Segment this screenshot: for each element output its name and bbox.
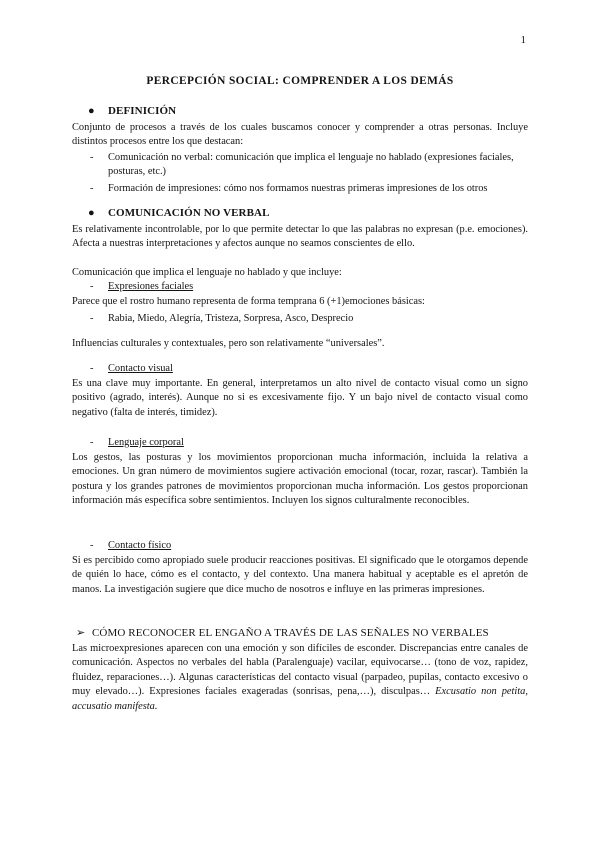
deception-text: Las microexpresiones aparecen con una emoción y son difíciles de esconder. Discrepancias entre canales de comunicación. Aspectos no verbales del habla (Paralenguaje) vacilar, equivocarse… (tono de voz, rapidez, fluidez, reparaciones…). Algunas características del contacto visual (parpadeo, pupilas, contacto excesivo o muy elevado…). Expresiones faciales exageradas (sonrisas, pena,…), disculpas… bbox=[72, 642, 528, 698]
definition-item-text: Comunicación no verbal: comunicación que implica el lenguaje no hablado (expresiones faciales, posturas, etc.) bbox=[108, 151, 514, 178]
bullet-icon: ● bbox=[88, 105, 95, 117]
faciales-note: Influencias culturales y contextuales, pero son relativamente “universales”. bbox=[72, 338, 385, 350]
subsection-label: Contacto visual bbox=[108, 363, 173, 374]
faciales-body: Parece que el rostro humano representa de forma temprana 6 (+1)emociones básicas: bbox=[72, 295, 425, 307]
deception-section bbox=[72, 626, 528, 715]
page-number: 1 bbox=[520, 34, 526, 46]
definition-section bbox=[72, 104, 528, 197]
body-language-section bbox=[72, 436, 528, 509]
definition-item bbox=[72, 151, 528, 180]
subsection-corporal bbox=[72, 436, 528, 451]
subsection-label: Expresiones faciales bbox=[108, 281, 194, 293]
nonverbal-body: Es relativamente incontrolable, por lo que permite detectar lo que las palabras no expresan (p.e. emociones). Afecta a nuestras interpretaciones y afectos aunque no seamos conscientes de ello. bbox=[72, 223, 528, 250]
subsection-label: Contacto físico bbox=[108, 540, 172, 551]
definition-item-text: Formación de impresiones: cómo nos formamos nuestras primeras impresiones de los otros bbox=[108, 182, 488, 194]
dash-marker: - bbox=[90, 151, 94, 163]
subsection-label: Lenguaje corporal bbox=[108, 437, 184, 448]
subsection-faciales bbox=[72, 280, 528, 295]
section-heading-definicion bbox=[72, 104, 528, 119]
heading-text: CÓMO RECONOCER EL ENGAÑO A TRAVÉS DE LAS SEÑALES NO VERBALES bbox=[92, 627, 489, 639]
corporal-body: Los gestos, las posturas y los movimientos proporcionan mucha información, incluida la relativa a emociones. Un gran número de movimientos sugiere activación emocional (tocar, rozar, rascar). También la postura y los grandes patrones de movimientos proporcionan mucha información. Los gestos proporcionan información más específica sobre sentimientos. Incluyen los signos culturalmente reconocibles. bbox=[72, 451, 528, 507]
dash-marker: - bbox=[90, 363, 94, 374]
deception-heading bbox=[72, 626, 528, 641]
page-title: PERCEPCIÓN SOCIAL: COMPRENDER A LOS DEMÁS bbox=[146, 75, 454, 87]
nonverbal-section bbox=[72, 206, 528, 352]
definition-item bbox=[72, 182, 528, 197]
deception-body bbox=[72, 642, 528, 715]
heading-text: COMUNICACIÓN NO VERBAL bbox=[108, 207, 270, 219]
latin-phrase: Excusatio non petita, accusatio manifesta. bbox=[72, 686, 528, 712]
visual-section bbox=[72, 362, 528, 420]
heading-text: DEFINICIÓN bbox=[108, 105, 177, 117]
dash-marker: - bbox=[90, 281, 94, 293]
dash-marker: - bbox=[90, 437, 94, 448]
definition-body: Conjunto de procesos a través de los cuales buscamos conocer y comprender a otras personas. Incluye distintos procesos entre los que destacan: bbox=[72, 121, 528, 148]
physical-section bbox=[72, 539, 528, 597]
nonverbal-intro: Comunicación que implica el lenguaje no hablado y que incluye: bbox=[72, 266, 342, 278]
subsection-visual bbox=[72, 362, 528, 377]
dash-marker: - bbox=[90, 312, 94, 324]
emotions-list bbox=[72, 312, 528, 327]
section-heading-comunicacion bbox=[72, 206, 528, 221]
dash-marker: - bbox=[90, 182, 94, 194]
fisico-body: Si es percibido como apropiado suele producir reacciones positivas. El significado que le otorgamos depende de quién lo hace, cómo es el contacto, y del contexto. Una manera habitual y aceptable es el apretón de manos. La investigación sugiere que dice mucho de nosotros e influye en las primeras impresiones. bbox=[72, 554, 528, 595]
visual-body: Es una clave muy importante. En general, interpretamos un alto nivel de contacto visual como un signo positivo (agrado, interés). Aunque no si es excesivamente fijo. Y un bajo nivel de contacto visual como negativo (falta de interés, timidez). bbox=[72, 377, 528, 418]
emotions-text: Rabia, Miedo, Alegría, Tristeza, Sorpresa, Asco, Desprecio bbox=[108, 312, 354, 324]
subsection-fisico bbox=[72, 539, 528, 554]
bullet-icon: ● bbox=[88, 207, 95, 219]
arrow-bullet-icon: ➢ bbox=[76, 627, 86, 639]
dash-marker: - bbox=[90, 540, 94, 551]
